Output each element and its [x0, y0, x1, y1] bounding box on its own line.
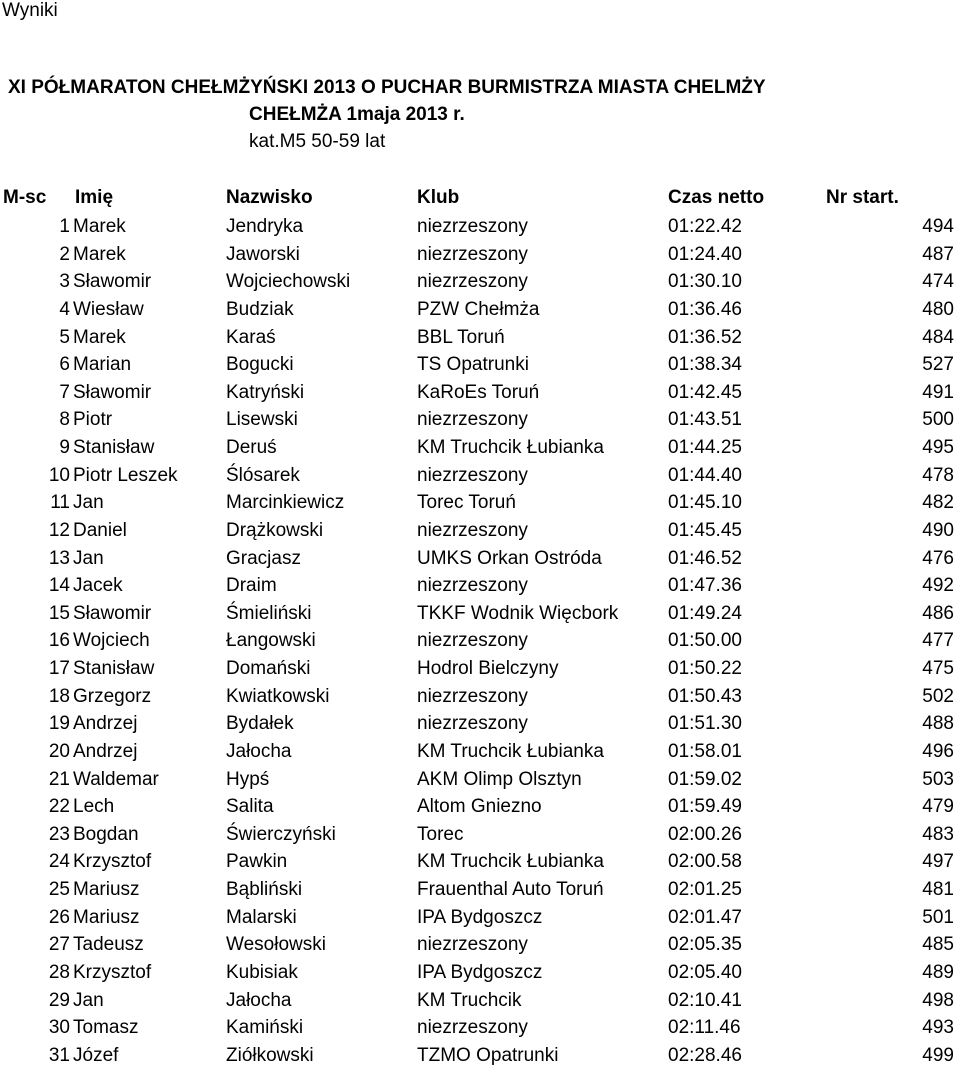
result-time: 02:05.35 — [668, 934, 742, 956]
result-last-name: Śmieliński — [226, 602, 312, 624]
result-last-name: Malarski — [226, 906, 297, 928]
table-row — [0, 627, 960, 655]
table-row — [0, 296, 960, 324]
result-start-number: 481 — [922, 879, 954, 900]
result-time: 01:44.40 — [668, 464, 742, 486]
result-place: 12 — [48, 519, 70, 541]
result-first-name: Sławomir — [73, 602, 152, 624]
result-last-name: Karaś — [226, 326, 276, 348]
table-row — [0, 766, 960, 794]
result-first-name: Sławomir — [73, 271, 152, 293]
table-row — [0, 1042, 960, 1069]
result-start-number: 502 — [922, 685, 954, 707]
result-first-name: Lech — [73, 796, 115, 818]
result-time: 02:28.46 — [668, 1044, 742, 1066]
result-last-name: Bąbliński — [226, 879, 303, 900]
result-club: niezrzeszony — [417, 713, 528, 735]
result-club: niezrzeszony — [417, 575, 528, 597]
result-first-name: Jan — [73, 492, 104, 514]
result-club: niezrzeszony — [417, 519, 528, 541]
result-first-name: Marek — [73, 243, 126, 265]
result-place: 22 — [48, 796, 70, 818]
result-place: 26 — [48, 906, 70, 928]
result-start-number: 474 — [922, 271, 954, 293]
result-last-name: Ziółkowski — [226, 1044, 314, 1066]
result-place: 15 — [48, 602, 70, 624]
result-club: AKM Olimp Olsztyn — [417, 768, 582, 790]
result-start-number: 476 — [922, 547, 954, 569]
table-row — [0, 572, 960, 600]
result-club: TKKF Wodnik Więcbork — [417, 602, 619, 624]
result-last-name: Draim — [226, 575, 277, 597]
result-last-name: Salita — [226, 796, 274, 818]
result-time: 01:50.22 — [668, 658, 742, 679]
result-place: 8 — [59, 409, 70, 431]
table-row — [0, 655, 960, 683]
result-start-number: 501 — [922, 906, 954, 928]
result-place: 19 — [48, 713, 70, 735]
result-place: 3 — [59, 271, 70, 293]
result-start-number: 498 — [922, 989, 954, 1011]
result-first-name: Tadeusz — [73, 934, 144, 956]
result-last-name: Bydałek — [226, 713, 294, 735]
result-first-name: Piotr — [73, 409, 113, 431]
result-club: KaRoEs Toruń — [417, 381, 540, 403]
result-first-name: Waldemar — [73, 768, 159, 790]
result-time: 01:36.52 — [668, 326, 742, 348]
result-last-name: Lisewski — [226, 409, 298, 431]
result-start-number: 489 — [922, 961, 954, 983]
table-row — [0, 600, 960, 628]
result-place: 16 — [48, 630, 70, 652]
result-last-name: Katryński — [226, 381, 305, 403]
result-time: 02:00.26 — [668, 823, 742, 845]
result-last-name: Ślósarek — [226, 464, 300, 486]
result-first-name: Marian — [73, 354, 132, 376]
header-place: M-sc — [3, 187, 47, 208]
table-row — [0, 876, 960, 904]
result-start-number: 478 — [922, 464, 954, 486]
result-last-name: Jałocha — [226, 989, 292, 1011]
table-row — [0, 738, 960, 766]
table-row — [0, 268, 960, 296]
result-time: 01:42.45 — [668, 381, 742, 403]
result-last-name: Kamiński — [226, 1017, 304, 1039]
result-place: 2 — [59, 243, 70, 265]
result-start-number: 486 — [922, 602, 954, 624]
result-club: PZW Chełmża — [417, 298, 540, 320]
result-place: 30 — [48, 1017, 70, 1039]
result-club: TZMO Opatrunki — [417, 1044, 559, 1066]
table-row — [0, 987, 960, 1015]
result-last-name: Budziak — [226, 298, 294, 320]
result-start-number: 495 — [922, 437, 954, 458]
result-club: niezrzeszony — [417, 409, 528, 431]
result-last-name: Marcinkiewicz — [226, 492, 345, 514]
result-club: niezrzeszony — [417, 243, 528, 265]
result-first-name: Wiesław — [73, 298, 144, 320]
result-place: 24 — [48, 851, 70, 873]
result-start-number: 488 — [922, 713, 954, 735]
result-time: 02:10.41 — [668, 989, 742, 1011]
result-time: 01:45.45 — [668, 519, 742, 541]
result-first-name: Krzysztof — [73, 961, 152, 983]
result-time: 02:00.58 — [668, 851, 742, 873]
result-time: 01:24.40 — [668, 243, 742, 265]
result-place: 27 — [48, 934, 70, 956]
table-row — [0, 821, 960, 849]
result-first-name: Marek — [73, 326, 126, 348]
result-first-name: Wojciech — [73, 630, 150, 652]
result-place: 6 — [59, 354, 70, 376]
table-row — [0, 489, 960, 517]
result-club: KM Truchcik Łubianka — [417, 437, 604, 458]
result-club: niezrzeszony — [417, 464, 528, 486]
result-last-name: Gracjasz — [226, 547, 301, 569]
result-start-number: 479 — [922, 796, 954, 818]
result-start-number: 499 — [922, 1044, 954, 1066]
result-place: 29 — [48, 989, 70, 1011]
table-row — [0, 904, 960, 932]
result-club: KM Truchcik Łubianka — [417, 740, 604, 762]
table-row — [0, 793, 960, 821]
result-start-number: 492 — [922, 575, 954, 597]
table-row — [0, 710, 960, 738]
table-row — [0, 848, 960, 876]
result-place: 31 — [48, 1044, 70, 1066]
result-club: KM Truchcik Łubianka — [417, 851, 604, 873]
result-place: 25 — [48, 879, 70, 900]
result-start-number: 484 — [922, 326, 954, 348]
result-first-name: Andrzej — [73, 713, 138, 735]
result-start-number: 485 — [922, 934, 954, 956]
result-first-name: Sławomir — [73, 381, 152, 403]
result-start-number: 480 — [922, 298, 954, 320]
result-first-name: Krzysztof — [73, 851, 152, 873]
result-club: Torec — [417, 823, 464, 845]
header-last-name: Nazwisko — [226, 187, 313, 208]
table-row — [0, 351, 960, 379]
header-net-time: Czas netto — [668, 187, 765, 208]
table-row — [0, 545, 960, 573]
table-header — [0, 186, 960, 210]
result-start-number: 487 — [922, 243, 954, 265]
result-last-name: Jaworski — [226, 243, 300, 265]
result-last-name: Wesołowski — [226, 934, 326, 956]
result-time: 01:46.52 — [668, 547, 742, 569]
result-club: Altom Gniezno — [417, 796, 542, 818]
result-start-number: 491 — [922, 381, 954, 403]
result-last-name: Jałocha — [226, 740, 292, 762]
table-row — [0, 324, 960, 352]
result-place: 20 — [48, 740, 70, 762]
result-first-name: Marek — [73, 216, 126, 237]
result-start-number: 482 — [922, 492, 954, 514]
result-start-number: 483 — [922, 823, 954, 845]
result-start-number: 496 — [922, 740, 954, 762]
result-first-name: Mariusz — [73, 879, 140, 900]
table-row — [0, 241, 960, 269]
result-start-number: 475 — [922, 658, 954, 679]
result-club: UMKS Orkan Ostróda — [417, 547, 602, 569]
table-row — [0, 462, 960, 490]
result-start-number: 477 — [922, 630, 954, 652]
result-last-name: Wojciechowski — [226, 271, 351, 293]
result-time: 01:44.25 — [668, 437, 742, 458]
result-last-name: Deruś — [226, 437, 277, 458]
result-last-name: Świerczyński — [226, 823, 336, 845]
result-last-name: Pawkin — [226, 851, 288, 873]
event-date-location: CHEŁMŻA 1maja 2013 r. — [249, 104, 465, 125]
result-start-number: 493 — [922, 1017, 954, 1039]
result-first-name: Jan — [73, 547, 104, 569]
result-time: 01:49.24 — [668, 602, 742, 624]
result-last-name: Drążkowski — [226, 519, 324, 541]
result-club: KM Truchcik — [417, 989, 522, 1011]
result-last-name: Domański — [226, 658, 311, 679]
category-label: kat.M5 50-59 lat — [249, 131, 386, 152]
result-club: Frauenthal Auto Toruń — [417, 879, 604, 900]
result-place: 13 — [48, 547, 70, 569]
result-club: niezrzeszony — [417, 271, 528, 293]
result-time: 02:01.25 — [668, 879, 742, 900]
results-table — [0, 213, 960, 1069]
result-time: 01:58.01 — [668, 740, 742, 762]
result-first-name: Grzegorz — [73, 685, 152, 707]
result-place: 7 — [59, 381, 70, 403]
result-club: IPA Bydgoszcz — [417, 906, 543, 928]
result-time: 01:50.00 — [668, 630, 742, 652]
result-place: 17 — [48, 658, 70, 679]
result-start-number: 494 — [922, 216, 954, 237]
result-time: 01:50.43 — [668, 685, 742, 707]
result-start-number: 490 — [922, 519, 954, 541]
table-row — [0, 406, 960, 434]
result-first-name: Mariusz — [73, 906, 140, 928]
table-row — [0, 517, 960, 545]
result-time: 01:36.46 — [668, 298, 742, 320]
result-start-number: 527 — [922, 354, 954, 376]
result-place: 28 — [48, 961, 70, 983]
result-time: 02:11.46 — [668, 1017, 741, 1039]
result-place: 14 — [48, 575, 70, 597]
result-club: niezrzeszony — [417, 685, 528, 707]
result-last-name: Bogucki — [226, 354, 294, 376]
result-place: 10 — [48, 464, 70, 486]
result-club: TS Opatrunki — [417, 354, 529, 376]
header-first-name: Imię — [75, 187, 114, 208]
result-place: 9 — [59, 437, 70, 458]
result-first-name: Józef — [73, 1044, 119, 1066]
result-time: 01:38.34 — [668, 354, 742, 376]
result-club: BBL Toruń — [417, 326, 505, 348]
result-time: 01:51.30 — [668, 713, 742, 735]
result-last-name: Hypś — [226, 768, 270, 790]
result-first-name: Jan — [73, 989, 104, 1011]
result-time: 01:43.51 — [668, 409, 742, 431]
event-title: XI PÓŁMARATON CHEŁMŻYŃSKI 2013 O PUCHAR BURMISTRZA MIASTA CHELMŻY — [8, 77, 766, 98]
result-first-name: Tomasz — [73, 1017, 139, 1039]
result-time: 02:05.40 — [668, 961, 742, 983]
result-place: 5 — [59, 326, 70, 348]
result-last-name: Jendryka — [226, 216, 304, 237]
result-first-name: Stanisław — [73, 658, 155, 679]
result-start-number: 503 — [922, 768, 954, 790]
result-place: 4 — [59, 298, 70, 320]
result-club: IPA Bydgoszcz — [417, 961, 543, 983]
result-first-name: Piotr Leszek — [73, 464, 178, 486]
result-first-name: Andrzej — [73, 740, 138, 762]
result-last-name: Kwiatkowski — [226, 685, 330, 707]
result-club: Torec Toruń — [417, 492, 516, 514]
result-last-name: Łangowski — [226, 630, 316, 652]
result-first-name: Stanisław — [73, 437, 155, 458]
table-row — [0, 1014, 960, 1042]
table-row — [0, 931, 960, 959]
result-place: 1 — [59, 216, 70, 237]
result-club: niezrzeszony — [417, 630, 528, 652]
header-club: Klub — [417, 187, 460, 208]
result-place: 18 — [48, 685, 70, 707]
result-time: 01:59.02 — [668, 768, 742, 790]
result-place: 21 — [48, 768, 70, 790]
result-time: 01:22.42 — [668, 216, 742, 237]
result-time: 01:59.49 — [668, 796, 742, 818]
result-time: 01:45.10 — [668, 492, 742, 514]
result-start-number: 497 — [922, 851, 954, 873]
result-first-name: Daniel — [73, 519, 127, 541]
result-club: niezrzeszony — [417, 934, 528, 956]
result-last-name: Kubisiak — [226, 961, 298, 983]
table-row — [0, 959, 960, 987]
table-row — [0, 379, 960, 407]
result-place: 11 — [50, 492, 70, 514]
result-time: 02:01.47 — [668, 906, 742, 928]
table-row — [0, 683, 960, 711]
table-row — [0, 213, 960, 241]
result-place: 23 — [48, 823, 70, 845]
header-start-number: Nr start. — [826, 187, 899, 208]
result-first-name: Jacek — [73, 575, 123, 597]
result-start-number: 500 — [922, 409, 954, 431]
result-time: 01:47.36 — [668, 575, 742, 597]
table-row — [0, 434, 960, 462]
result-club: niezrzeszony — [417, 216, 528, 237]
result-club: niezrzeszony — [417, 1017, 528, 1039]
page-label: Wyniki — [2, 0, 58, 21]
result-time: 01:30.10 — [668, 271, 742, 293]
result-club: Hodrol Bielczyny — [417, 658, 559, 679]
result-first-name: Bogdan — [73, 823, 139, 845]
